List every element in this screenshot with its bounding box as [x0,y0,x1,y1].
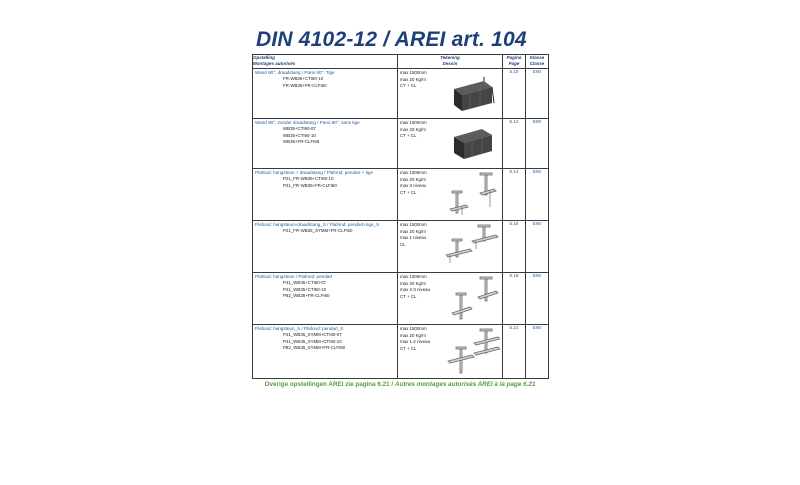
product-ref: WB35+CTI60-07 [283,126,316,131]
mounting-table [252,54,549,379]
mounting-title: Plafond: hangsteun_S / Plafond: pendart_S [255,326,344,331]
drawing-cell [398,273,503,325]
mounting-cell [253,169,398,221]
header-label: Page [508,60,520,66]
class-value: E90 [526,273,549,325]
spec-line: max 20 Kg/m [400,228,426,234]
spec-line: max 2-3 niveau [400,287,431,293]
header-label: Montages autorisés [253,60,296,66]
spec-line: max 1-2 niveau [400,339,431,345]
footer-nl: Overige opstellingen AREI zie pagina 6.21 [264,381,390,388]
spec-line: CT + CL [400,293,417,299]
footer-fr: Autres montages autorisés AREI à la page 6.21 [394,381,536,388]
header-opstelling [253,55,398,69]
table-row [253,119,549,169]
page-ref: 5.21 [503,325,526,379]
document-title: DIN 4102-12 / AREI art. 104 [256,28,527,51]
class-value: E90 [526,69,549,119]
wall-bracket-rod-drawing [450,75,496,111]
table-row [253,69,549,119]
header-label: Classe [529,60,545,66]
spec-line: max 20 Kg/m [400,332,426,338]
class-value: E90 [526,325,549,379]
spec-line: max 1500mm [400,170,427,175]
table-row [253,325,549,379]
table-header [253,55,549,69]
ceiling-hanger-rod-drawing [442,171,500,217]
product-ref: FR-WB35+CTI60-10 [283,76,324,81]
spec-line: max 20 Kg/m [400,76,426,82]
spec-line: max 1500mm [400,274,427,279]
product-ref: P82_WB35_SYMM+FR-CLFI60 [283,345,346,351]
product-ref: P41_WB35_SYMM+CTI60-10 [283,338,342,344]
header-label: Tekening [440,55,460,60]
mounting-title: Plafond: hangsteun / Plafond: pendart [255,274,333,279]
footer-separator: / [389,381,395,388]
spec-line: max 3 niveau [400,183,427,189]
header-pagina [503,55,526,69]
page-ref: 5.10 [503,69,526,119]
drawing-cell [398,325,503,379]
footer-note [0,381,800,388]
spec-line: max 1500mm [400,70,427,75]
page-ref: 5.16 [503,221,526,273]
mounting-cell [253,69,398,119]
drawing-cell [398,69,503,119]
spec-line: CT + CL [400,345,417,351]
spec-line: max 1500mm [400,222,427,227]
product-ref: P41_WB35+CTI60-10 [283,286,327,292]
drawing-cell [398,119,503,169]
spec-line: CL [400,241,406,247]
header-klasse [526,55,549,69]
header-label: Klasse [529,55,545,60]
spec-line: max 1500mm [400,326,427,331]
spec-line: CT + CL [400,189,417,195]
product-ref: WB35+CTI60-10 [283,132,316,138]
mounting-title: Wand 90°: draadstang / Paroi 90°: Tige [255,70,335,75]
mounting-cell [253,221,398,273]
mounting-title: Wand 90°: zonder draadstang / Paroi 90°: sans tige [255,120,360,125]
mounting-title: Plafond: hangsteun + draadstang / Plafond: pendart + tige [255,170,373,175]
table-row [253,273,549,325]
ceiling-hanger-symmetric-drawing [442,223,500,269]
spec-line: CT + CL [400,133,417,139]
table-row [253,169,549,221]
spec-line: max 1 niveau [400,235,427,241]
spec-line: CT + CL [400,83,417,89]
spec-line: max 20 Kg/m [400,126,426,132]
product-ref: P21_FR-WB35_SYMM+FR-CLFI60 [283,228,353,233]
class-value: E90 [526,169,549,221]
mounting-cell [253,273,398,325]
spec-line: max 20 Kg/m [400,176,426,182]
spec-line: max 1500mm [400,120,427,125]
product-ref: P41_WB35_SYMM+CTI60-07 [283,332,342,337]
product-ref: P41_WB35+CTI60-07 [283,280,327,285]
drawing-cell [398,169,503,221]
class-value: E90 [526,119,549,169]
ceiling-hanger-drawing [442,275,500,321]
class-value: E90 [526,221,549,273]
table-row [253,221,549,273]
page-ref: 5.14 [503,169,526,221]
header-label: Opstelling [253,55,276,60]
product-ref: FR-WB35+FR-CLFI60 [283,82,327,88]
header-label: Dessin [442,60,458,66]
header-tekening [398,55,503,69]
header-label: Pagina [506,55,522,60]
ceiling-hanger-symmetric-drawing [442,327,500,375]
page-ref: 5.18 [503,273,526,325]
spec-line: max 20 Kg/m [400,280,426,286]
mounting-cell [253,119,398,169]
wall-bracket-drawing [450,125,496,161]
product-ref: P21_FR-WB35+FR-CLFI60 [283,182,337,188]
product-ref: P21_FR-WB35+CTI60-10 [283,176,334,181]
drawing-cell [398,221,503,273]
product-ref: WB35+FR-CLFI60 [283,139,320,145]
product-ref: P82_WB35+FR-CLFI60 [283,293,330,299]
mounting-cell [253,325,398,379]
page-ref: 5.12 [503,119,526,169]
mounting-title: Plafond: hangsteun+draadstang_S / Plafond: pendart+tige_S [255,222,380,227]
